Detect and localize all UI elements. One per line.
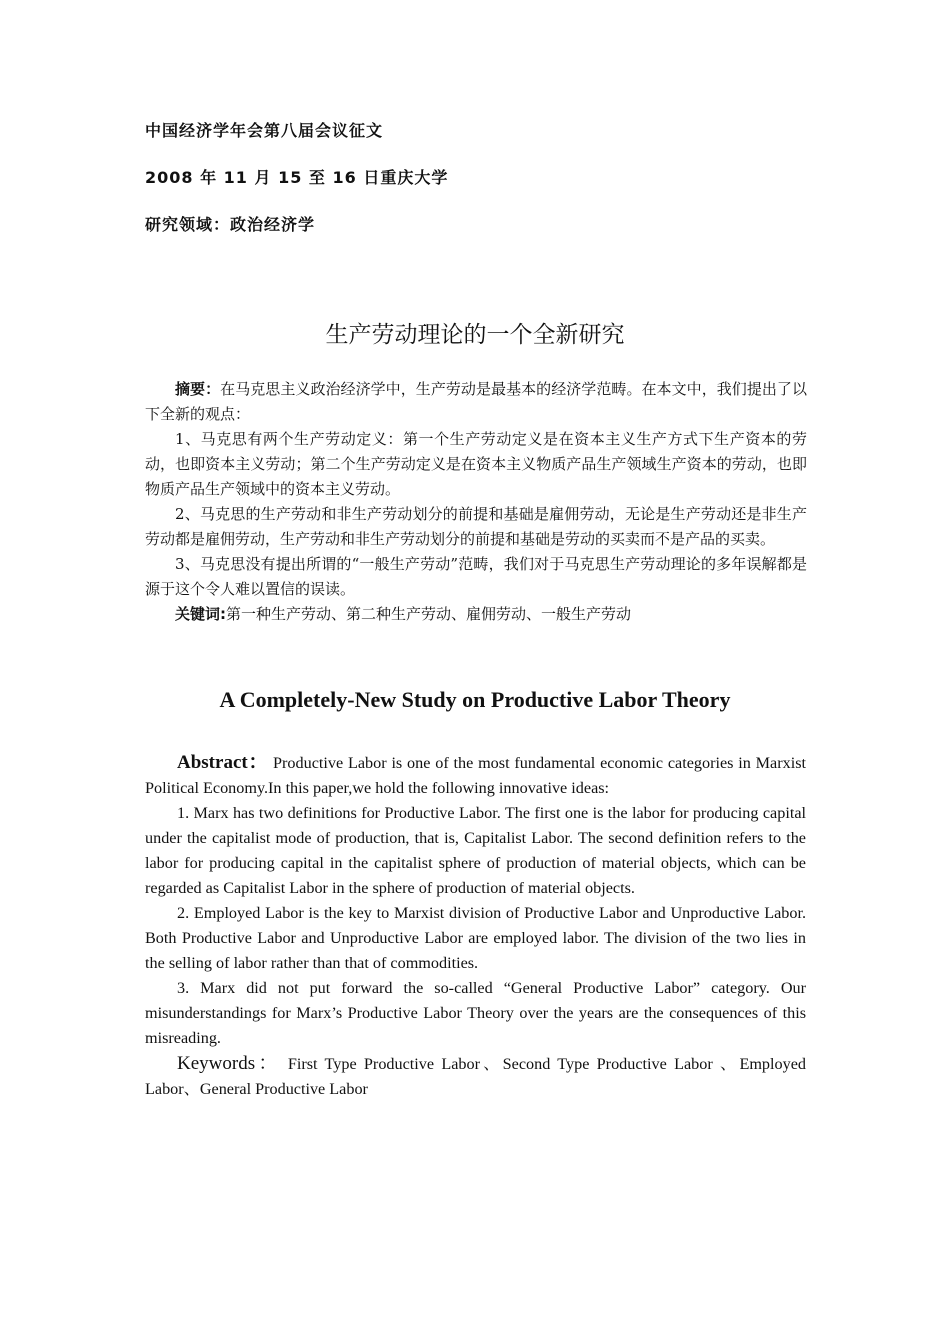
conference-date-place: 2008 年 11 月 15 至 16 日重庆大学	[145, 168, 449, 187]
english-keywords-label: Keywords：	[177, 1053, 281, 1074]
chinese-abstract-label: 摘要：	[175, 380, 221, 398]
english-abstract-intro	[145, 750, 806, 801]
chinese-point-3: 3、马克思没有提出所谓的“一般生产劳动”范畴，我们对于马克思生产劳动理论的多年误解都是源于这个令人难以置信的误读。	[145, 555, 807, 598]
chinese-abstract-intro-text: 在马克思主义政治经济学中，生产劳动是最基本的经济学范畴。在本文中，我们提出了以下全新的观点：	[145, 380, 807, 423]
chinese-keywords-text: 第一种生产劳动、第二种生产劳动、雇佣劳动、一般生产劳动	[226, 605, 632, 623]
chinese-keywords-label: 关键词:	[175, 605, 226, 623]
chinese-point-2: 2、马克思的生产劳动和非生产劳动划分的前提和基础是雇佣劳动，无论是生产劳动还是非生产劳动都是雇佣劳动，生产劳动和非生产劳动划分的前提和基础是劳动的买卖而不是产品的买卖。	[145, 505, 807, 548]
chinese-abstract-intro	[145, 377, 807, 427]
english-abstract-label: Abstract：	[177, 752, 269, 773]
english-title: A Completely-New Study on Productive Labor Theory	[219, 687, 731, 712]
english-abstract-intro-text: Productive Labor is one of the most fundamental economic categories in Marxist Political Economy.In this paper,we hold the following innovative ideas:	[145, 754, 807, 797]
conference-name: 中国经济学年会第八届会议征文	[145, 121, 384, 140]
english-keywords	[145, 1051, 806, 1102]
english-abstract	[145, 750, 806, 1102]
english-point-1: 1. Marx has two definitions for Productive Labor. The first one is the labor for producing capital under the capitalist mode of production, that is, Capitalist Labor. The second definition refers to the labor for producing capital in the capitalist sphere of production of material objects, which can be regarded as Capitalist Labor in the sphere of production of material objects.	[145, 804, 806, 897]
english-point-3: 3. Marx did not put forward the so-called “General Productive Labor” category. Our misunderstandings for Marx’s Productive Labor Theory over the years are the consequences of this misreading.	[145, 979, 806, 1047]
chinese-point-1: 1、马克思有两个生产劳动定义：第一个生产劳动定义是在资本主义生产方式下生产资本的劳动，也即资本主义劳动；第二个生产劳动定义是在资本主义物质产品生产领域生产资本的劳动，也即物质产品生产领域中的资本主义劳动。	[145, 430, 807, 498]
english-point-2: 2. Employed Labor is the key to Marxist division of Productive Labor and Unproductive Labor. Both Productive Labor and Unproductive Labor are employed labor. The division of the two lies in the selling of labor rather than that of commodities.	[145, 904, 806, 972]
research-field: 研究领域：政治经济学	[145, 215, 316, 234]
english-keywords-text: First Type Productive Labor、Second Type Productive Labor 、Employed Labor、General Productive Labor	[145, 1055, 806, 1098]
chinese-abstract	[145, 377, 807, 627]
chinese-keywords	[145, 602, 807, 627]
chinese-title: 生产劳动理论的一个全新研究	[325, 322, 625, 348]
